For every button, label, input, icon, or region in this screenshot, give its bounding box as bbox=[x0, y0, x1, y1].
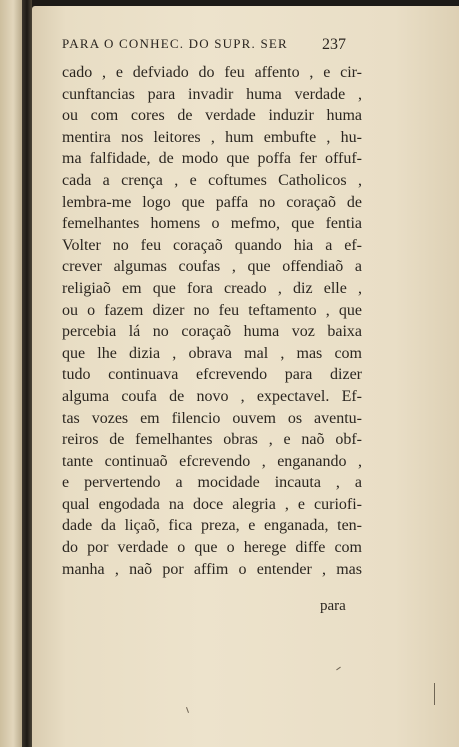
text-line: ou o fazem dizer no feu teftamento , que bbox=[62, 301, 362, 319]
body-text bbox=[62, 62, 362, 580]
facing-page-edge bbox=[0, 0, 22, 747]
text-line: que lhe dizia , obrava mal , mas com bbox=[62, 344, 362, 362]
text-line: qual engodada na doce alegria , e curiofi- bbox=[62, 495, 362, 513]
text-line: manha , naõ por affim o entender , mas bbox=[62, 560, 362, 578]
paper-fleck bbox=[434, 683, 435, 705]
text-line: reiros de femelhantes obras , e naõ obf- bbox=[62, 431, 362, 449]
text-line: cado , e defviado do feu affento , e cir- bbox=[62, 64, 362, 81]
catchword: para bbox=[320, 598, 346, 614]
text-line: do por verdade o que o herege diffe com bbox=[62, 539, 362, 557]
running-head: PARA O CONHEC. DO SUPR. SER bbox=[62, 36, 288, 51]
text-line: tante continuaõ efcrevendo , enganando , bbox=[62, 452, 362, 470]
text-line: mentira nos leitores , hum embufte , hu- bbox=[62, 128, 362, 146]
text-line: Volter no feu coraçaõ quando hia a ef- bbox=[62, 236, 362, 254]
text-line: ma falfidade, de modo que poffa fer offuf- bbox=[62, 150, 362, 168]
text-line: dade da liçaõ, fica preza, e enganada, ten- bbox=[62, 517, 362, 535]
text-line: lembra-me logo que paffa no coraçaõ de bbox=[62, 193, 362, 211]
book-gutter bbox=[22, 0, 32, 747]
text-line: e pervertendo a mocidade incauta , a bbox=[62, 474, 362, 492]
text-line: cunftancias para invadir huma verdade , bbox=[62, 85, 362, 103]
text-line: religiaõ em que fora creado , diz elle , bbox=[62, 279, 362, 297]
text-line: tudo continuava efcrevendo para dizer bbox=[62, 366, 362, 384]
text-line: percebia lá no coraçaõ huma voz baixa bbox=[62, 323, 362, 341]
text-line: femelhantes homens o mefmo, que fentia bbox=[62, 215, 362, 233]
text-line: ou com cores de verdade induzir huma bbox=[62, 107, 362, 125]
page-number: 237 bbox=[322, 36, 346, 53]
text-line: cada a crença , e coftumes Catholicos , bbox=[62, 171, 362, 189]
text-line: crever algumas coufas , que offendiaõ a bbox=[62, 258, 362, 276]
text-line: alguma coufa de novo , expectavel. Ef- bbox=[62, 387, 362, 405]
text-line: tas vozes em filencio ouvem os aventu- bbox=[62, 409, 362, 427]
